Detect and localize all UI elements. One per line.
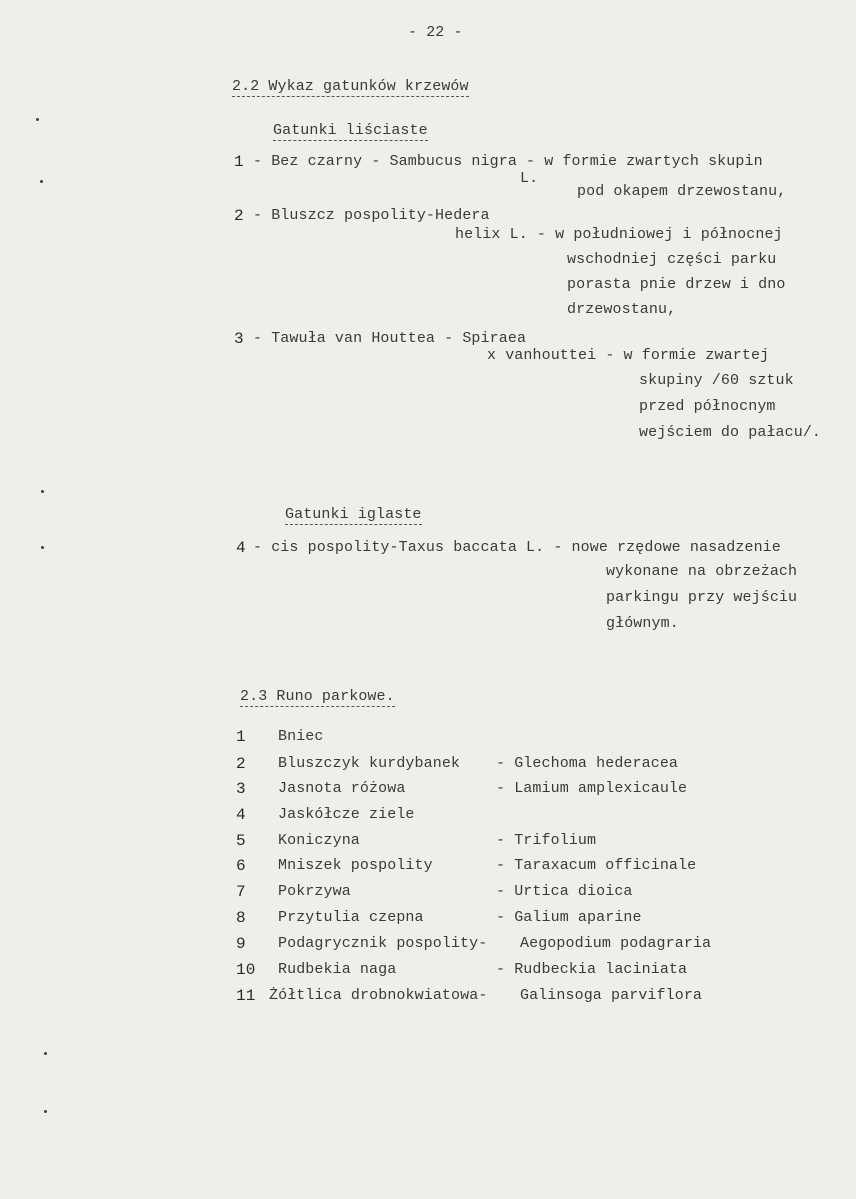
- item-number: 7: [236, 883, 246, 901]
- item-number: 4: [236, 806, 246, 824]
- latin-name: Galinsoga parviflora: [520, 987, 703, 1004]
- shrub-line: x vanhouttei - w formie zwartej: [487, 347, 770, 364]
- shrub-line: wschodniej części parku: [567, 251, 777, 268]
- item-number: 1: [236, 728, 246, 746]
- shrub-line: pod okapem drzewostanu,: [577, 183, 787, 200]
- polish-name: Przytulia czepna: [278, 909, 424, 926]
- coniferous-heading: Gatunki iglaste: [285, 506, 422, 523]
- shrub-line: przed północnym: [639, 398, 776, 415]
- scan-speck: [40, 180, 43, 183]
- item-number: 6: [236, 857, 246, 875]
- scan-speck: [44, 1110, 47, 1113]
- polish-name: Rudbekia naga: [278, 961, 397, 978]
- shrub-number: 1: [234, 153, 244, 171]
- shrub-line: wejściem do pałacu/.: [639, 424, 822, 441]
- shrub-line: - cis pospolity-Taxus baccata L. - nowe rzędowe nasadzenie: [253, 539, 781, 556]
- item-number: 5: [236, 832, 246, 850]
- item-number: 2: [236, 755, 246, 773]
- item-number: 9: [236, 935, 246, 953]
- shrub-line: głównym.: [606, 615, 679, 632]
- item-number: 10: [236, 961, 256, 979]
- shrub-line: skupiny /60 sztuk: [639, 372, 794, 389]
- polish-name: Pokrzywa: [278, 883, 351, 900]
- shrub-number: 3: [234, 330, 244, 348]
- latin-name: Aegopodium podagraria: [520, 935, 712, 952]
- latin-name: - Lamium amplexicaule: [496, 780, 688, 797]
- shrub-line: porasta pnie drzew i dno: [567, 276, 786, 293]
- latin-name: - Urtica dioica: [496, 883, 633, 900]
- shrub-line: drzewostanu,: [567, 301, 677, 318]
- polish-name: Mniszek pospolity: [278, 857, 433, 874]
- section-2-3-heading: 2.3 Runo parkowe.: [240, 688, 395, 705]
- polish-name: Żółtlica drobnokwiatowa-: [269, 987, 488, 1004]
- latin-name: - Rudbeckia laciniata: [496, 961, 688, 978]
- polish-name: Jasnota różowa: [278, 780, 406, 797]
- shrub-line: parkingu przy wejściu: [606, 589, 798, 606]
- section-2-2-heading: 2.2 Wykaz gatunków krzewów: [232, 78, 469, 95]
- polish-name: Bniec: [278, 728, 324, 745]
- polish-name: Podagrycznik pospolity-: [278, 935, 488, 952]
- shrub-line: wykonane na obrzeżach: [606, 563, 798, 580]
- polish-name: Koniczyna: [278, 832, 360, 849]
- shrub-line: helix L. - w południowej i północnej: [455, 226, 783, 243]
- polish-name: Bluszczyk kurdybanek: [278, 755, 461, 772]
- shrub-line: - Bez czarny - Sambucus nigra - w formie zwartych skupin: [253, 153, 763, 170]
- page-number: - 22 -: [408, 24, 463, 41]
- latin-name: - Taraxacum officinale: [496, 857, 697, 874]
- shrub-number: 2: [234, 207, 244, 225]
- deciduous-heading: Gatunki liściaste: [273, 122, 428, 139]
- polish-name: Jaskółcze ziele: [278, 806, 415, 823]
- scan-speck: [41, 546, 44, 549]
- shrub-line: - Bluszcz pospolity-Hedera: [253, 207, 490, 224]
- scan-speck: [44, 1052, 47, 1055]
- scan-speck: [41, 490, 44, 493]
- shrub-line: L.: [520, 170, 539, 187]
- shrub-number: 4: [236, 539, 246, 557]
- latin-name: - Glechoma hederacea: [496, 755, 679, 772]
- shrub-line: - Tawuła van Houttea - Spiraea: [253, 330, 527, 347]
- item-number: 8: [236, 909, 246, 927]
- item-number: 11: [236, 987, 256, 1005]
- scan-speck: [36, 118, 39, 121]
- item-number: 3: [236, 780, 246, 798]
- latin-name: - Galium aparine: [496, 909, 642, 926]
- latin-name: - Trifolium: [496, 832, 597, 849]
